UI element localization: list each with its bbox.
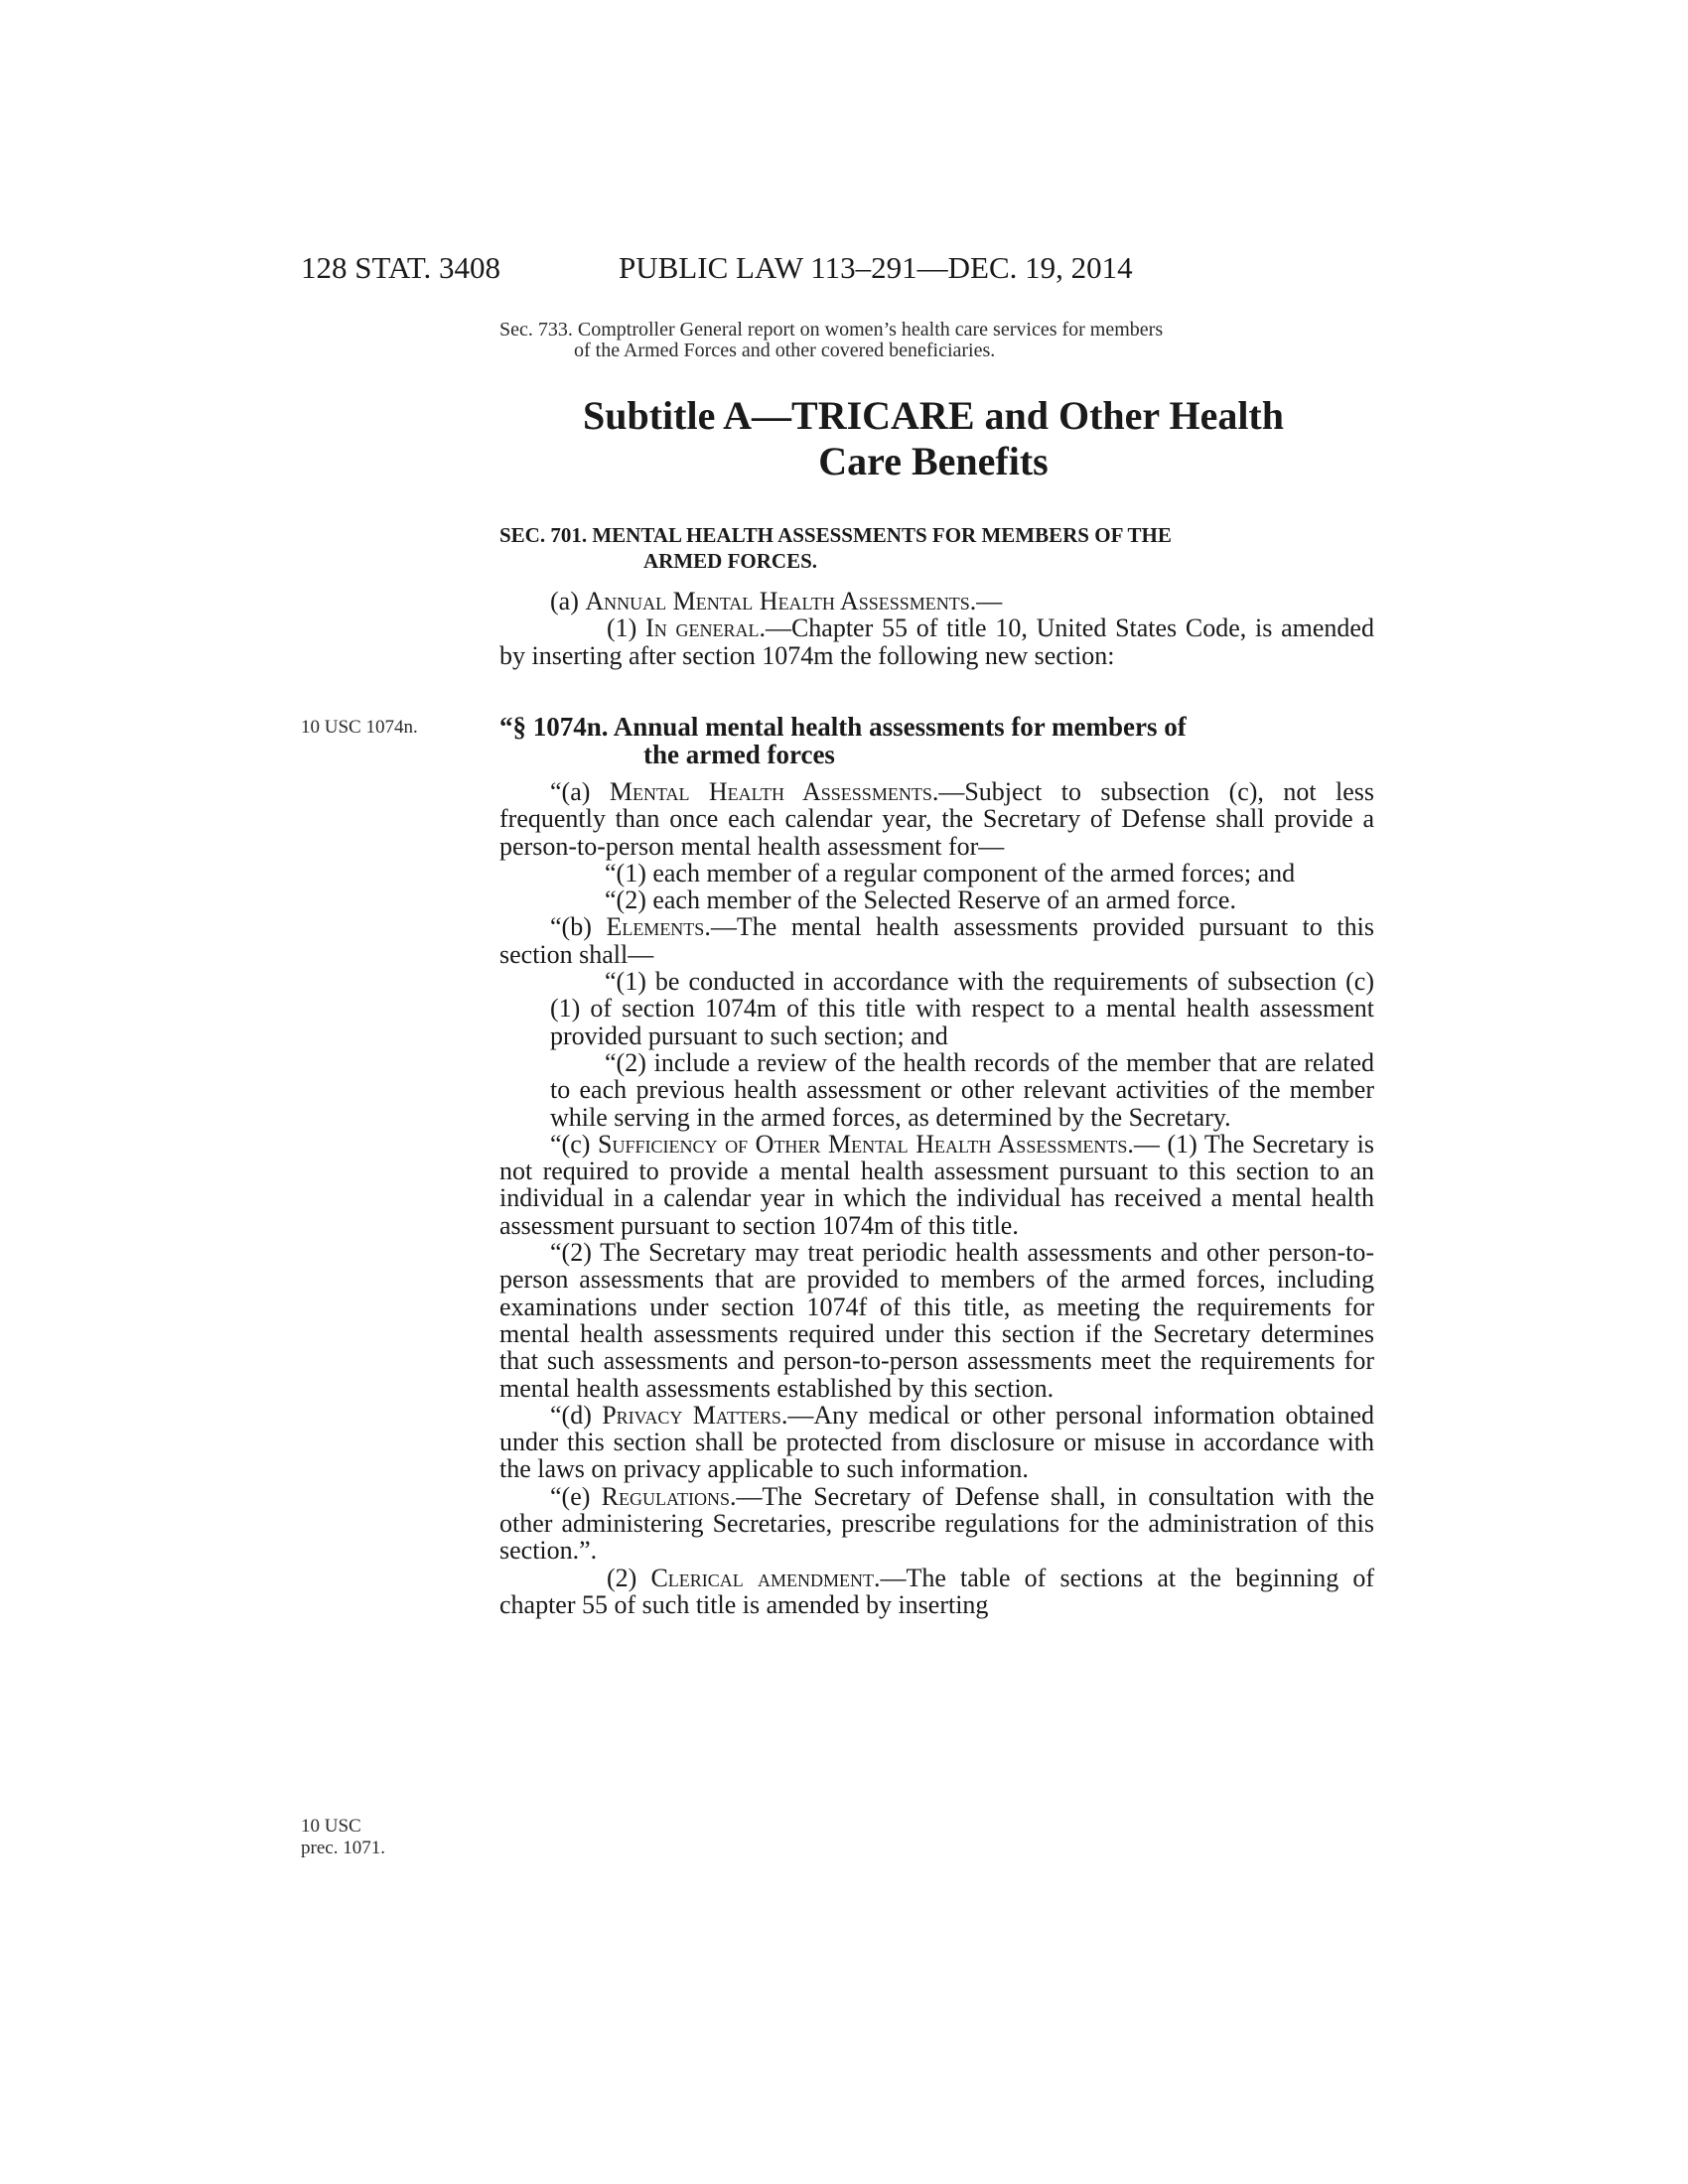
section-intro [499,588,1374,669]
margin-note: 10 USC 1074n. [301,717,418,738]
toc-line: of the Armed Forces and other covered beneficiaries. [574,340,996,361]
margin-note-line: prec. 1071. [301,1838,385,1858]
subsection-heading: Sufficiency of Other Mental Health Assessments [598,1129,1128,1159]
running-header: PUBLIC LAW 113–291—DEC. 19, 2014 [619,250,1133,285]
subsection-d [499,1402,1374,1483]
subsection-heading: Elements [606,912,705,942]
subsection-c [499,1131,1374,1239]
subsection-text: .—Any medical or other personal information obtained under this section shall be protected from disclosure or misuse in accordance with the laws on privacy applicable to such information. [499,1400,1374,1484]
label: (2) [607,1563,651,1592]
paragraph-2 [499,1565,1374,1619]
subsection-text: .— (1) The Secretary is not required to provide a mental health assessment pursuant to this section to an individual in a calendar year in which the individual has received a mental health assessment pursuant to section 1074m of this title. [499,1129,1374,1240]
label: “(d) [550,1400,603,1430]
label: (a) [550,587,586,615]
subsection-a-heading [499,588,1374,614]
subtitle-heading [496,393,1370,484]
label: “(b) [550,912,607,942]
label: “(c) [550,1129,598,1159]
subsection-text: .—Subject to subsection (c), not less frequently than once each calendar year, the Secretary of Defense shall provide a person-to-person mental health assessment for— [499,777,1374,861]
margin-note [301,1816,385,1859]
label: “(a) [550,777,610,806]
paragraph: “(2) each member of the Selected Reserve of an armed force. [605,886,1236,915]
paragraph-heading: In general [645,614,760,643]
margin-note-line: 10 USC [301,1816,361,1837]
subsection-heading: Annual Mental Health Assessments [585,587,970,615]
label: (1) [607,614,646,643]
subsection-heading: Privacy Matters [602,1400,781,1430]
page-number: 128 STAT. 3408 [301,250,501,285]
subsection-text: .—The mental health assessments provided pursuant to this section shall— [499,912,1374,969]
paragraph: “(2) include a review of the health records of the member that are related to each previous health assessment or other relevant activities of the member while serving in the armed forces, as determined by the Secretary. [550,1047,1374,1132]
new-section-heading [499,713,1374,768]
dash: .— [969,587,1003,615]
new-section-heading-line: the armed forces [643,740,835,769]
paragraph: “(1) be conducted in accordance with the requirements of subsection (c)(1) of section 1074m of this title with respect to a mental health assessment provided pursuant to such section; and [550,967,1374,1050]
paragraph-heading: Clerical amendment [650,1563,874,1592]
subsection-e [499,1483,1374,1565]
subtitle-line: Care Benefits [818,439,1049,483]
subsection-text: .—The Secretary of Defense shall, in consultation with the other administering Secretaries, prescribe regulations for the administration of this section.”. [499,1481,1374,1566]
subsection-heading: Mental Health Assessments [609,777,932,806]
paragraph: “(1) each member of a regular component of the armed forces; and [605,858,1296,887]
paragraph: “(2) The Secretary may treat periodic health assessments and other person-to-person assessments that are provided to members of the armed forces, including examinations under section 1074f of this title, as meeting the requirements for mental health assessments required under this section if the Secretary determines that such assessments and person-to-person assessments meet the requirements for mental health assessments established by this section. [499,1238,1374,1403]
toc-entry [499,320,1373,361]
paragraph-text: .—The table of sections at the beginning of chapter 55 of such title is amended by inserting [499,1563,1374,1619]
toc-line: Sec. 733. Comptroller General report on women’s health care services for members [499,319,1164,341]
paragraph-1 [499,614,1374,669]
subsection-heading: Regulations [601,1481,731,1511]
subsection-a [499,778,1374,860]
label: “(e) [550,1481,602,1511]
subsection-b [499,913,1374,968]
new-section-heading-line: “§ 1074n. Annual mental health assessments for members of [499,712,1187,742]
section-heading-line: SEC. 701. MENTAL HEALTH ASSESSMENTS FOR MEMBERS OF THE [499,523,1172,547]
paragraph-text: .—Chapter 55 of title 10, United States Code, is amended by inserting after section 1074m the following new section: [499,614,1374,670]
section-body [499,778,1374,1618]
subtitle-line: Subtitle A—TRICARE and Other Health [582,393,1284,438]
section-heading [499,522,1373,574]
section-heading-line: ARMED FORCES. [643,549,818,573]
